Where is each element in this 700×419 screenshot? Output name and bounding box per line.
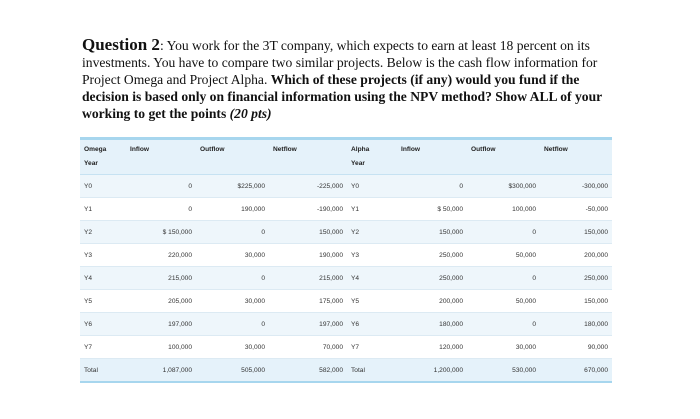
cell-alpha-inflow: 0 bbox=[397, 175, 467, 198]
cell-alpha-year: Y7 bbox=[347, 336, 397, 359]
cell-omega-netflow: 190,000 bbox=[269, 244, 347, 267]
cell-alpha-netflow: 200,000 bbox=[540, 244, 612, 267]
header-omega-outflow: Outflow bbox=[196, 140, 269, 160]
cell-alpha-inflow: 180,000 bbox=[397, 313, 467, 336]
cell-alpha-year: Y0 bbox=[347, 175, 397, 198]
cell-omega-netflow: 215,000 bbox=[269, 267, 347, 290]
cell-alpha-outflow: $300,000 bbox=[467, 175, 540, 198]
header-blank bbox=[397, 160, 467, 175]
cell-alpha-outflow: 100,000 bbox=[467, 198, 540, 221]
cell-alpha-year: Y4 bbox=[347, 267, 397, 290]
header-blank bbox=[196, 160, 269, 175]
cell-omega-netflow: 582,000 bbox=[269, 359, 347, 383]
cell-omega-inflow: 1,087,000 bbox=[126, 359, 196, 383]
cell-omega-year: Total bbox=[80, 359, 126, 383]
cell-omega-inflow: 220,000 bbox=[126, 244, 196, 267]
header-blank bbox=[540, 160, 612, 175]
cell-alpha-year: Y3 bbox=[347, 244, 397, 267]
cell-omega-outflow: 0 bbox=[196, 267, 269, 290]
cell-alpha-netflow: 180,000 bbox=[540, 313, 612, 336]
cell-alpha-year: Y5 bbox=[347, 290, 397, 313]
cell-alpha-netflow: 670,000 bbox=[540, 359, 612, 383]
question-heading: Question 2 bbox=[82, 35, 160, 54]
cell-omega-year: Y5 bbox=[80, 290, 126, 313]
header-blank bbox=[269, 160, 347, 175]
table-row bbox=[80, 267, 612, 290]
table-row bbox=[80, 313, 612, 336]
cell-alpha-year: Total bbox=[347, 359, 397, 383]
header-omega-year: Year bbox=[80, 160, 126, 175]
table-row bbox=[80, 244, 612, 267]
table-row bbox=[80, 336, 612, 359]
header-omega: Omega bbox=[80, 140, 126, 160]
cell-omega-inflow: 0 bbox=[126, 198, 196, 221]
cell-omega-year: Y1 bbox=[80, 198, 126, 221]
cell-alpha-netflow: -300,000 bbox=[540, 175, 612, 198]
header-omega-inflow: Inflow bbox=[126, 140, 196, 160]
cell-alpha-outflow: 0 bbox=[467, 267, 540, 290]
cell-omega-outflow: 505,000 bbox=[196, 359, 269, 383]
header-blank bbox=[126, 160, 196, 175]
cell-alpha-netflow: 250,000 bbox=[540, 267, 612, 290]
cell-omega-year: Y2 bbox=[80, 221, 126, 244]
cell-omega-outflow: 30,000 bbox=[196, 290, 269, 313]
cell-omega-inflow: 205,000 bbox=[126, 290, 196, 313]
cash-flow-table bbox=[80, 137, 612, 385]
cell-alpha-inflow: 120,000 bbox=[397, 336, 467, 359]
cell-alpha-netflow: 90,000 bbox=[540, 336, 612, 359]
header-blank bbox=[467, 160, 540, 175]
cash-flow-grid bbox=[80, 140, 612, 383]
header-omega-netflow: Netflow bbox=[269, 140, 347, 160]
header-alpha-outflow: Outflow bbox=[467, 140, 540, 160]
cell-omega-netflow: -190,000 bbox=[269, 198, 347, 221]
cell-alpha-netflow: 150,000 bbox=[540, 221, 612, 244]
header-alpha-inflow: Inflow bbox=[397, 140, 467, 160]
cell-alpha-year: Y6 bbox=[347, 313, 397, 336]
table-row bbox=[80, 290, 612, 313]
header-alpha: Alpha bbox=[347, 140, 397, 160]
total-row bbox=[80, 359, 612, 383]
cell-omega-netflow: 70,000 bbox=[269, 336, 347, 359]
question-points: (20 pts) bbox=[229, 106, 272, 121]
cell-alpha-netflow: 150,000 bbox=[540, 290, 612, 313]
cell-alpha-year: Y1 bbox=[347, 198, 397, 221]
header-row bbox=[80, 140, 612, 160]
cell-omega-outflow: 30,000 bbox=[196, 244, 269, 267]
cell-omega-year: Y6 bbox=[80, 313, 126, 336]
cell-alpha-inflow: 200,000 bbox=[397, 290, 467, 313]
question-intro: : You work for the 3T company, which expects to earn at least 18 percent on its investments. You have to compare two similar projects. Below is the cash flow information for Project Omega and Project Alpha. bbox=[82, 38, 598, 87]
cell-alpha-inflow: 1,200,000 bbox=[397, 359, 467, 383]
cell-omega-netflow: -225,000 bbox=[269, 175, 347, 198]
cell-alpha-outflow: 530,000 bbox=[467, 359, 540, 383]
header-row-year bbox=[80, 160, 612, 175]
cell-omega-year: Y4 bbox=[80, 267, 126, 290]
cell-alpha-outflow: 0 bbox=[467, 221, 540, 244]
cell-omega-netflow: 175,000 bbox=[269, 290, 347, 313]
cell-alpha-netflow: -50,000 bbox=[540, 198, 612, 221]
header-alpha-netflow: Netflow bbox=[540, 140, 612, 160]
header-alpha-year: Year bbox=[347, 160, 397, 175]
table-row bbox=[80, 175, 612, 198]
cell-omega-year: Y7 bbox=[80, 336, 126, 359]
cell-omega-outflow: 30,000 bbox=[196, 336, 269, 359]
cell-omega-netflow: 150,000 bbox=[269, 221, 347, 244]
cell-omega-inflow: $ 150,000 bbox=[126, 221, 196, 244]
cell-omega-inflow: 215,000 bbox=[126, 267, 196, 290]
question-text bbox=[82, 36, 627, 122]
cell-omega-netflow: 197,000 bbox=[269, 313, 347, 336]
cell-alpha-year: Y2 bbox=[347, 221, 397, 244]
cell-alpha-outflow: 0 bbox=[467, 313, 540, 336]
cell-omega-year: Y3 bbox=[80, 244, 126, 267]
cell-omega-outflow: 0 bbox=[196, 313, 269, 336]
cell-omega-inflow: 0 bbox=[126, 175, 196, 198]
cell-omega-outflow: 190,000 bbox=[196, 198, 269, 221]
cell-alpha-outflow: 50,000 bbox=[467, 244, 540, 267]
cell-omega-year: Y0 bbox=[80, 175, 126, 198]
cell-omega-outflow: 0 bbox=[196, 221, 269, 244]
cell-omega-inflow: 197,000 bbox=[126, 313, 196, 336]
cell-alpha-outflow: 50,000 bbox=[467, 290, 540, 313]
question-task: Which of these projects (if any) would you fund if the decision is based only on financial information using the NPV method? Show ALL of your working to get the points bbox=[82, 72, 602, 121]
cell-alpha-inflow: $ 50,000 bbox=[397, 198, 467, 221]
cell-omega-inflow: 100,000 bbox=[126, 336, 196, 359]
cell-omega-outflow: $225,000 bbox=[196, 175, 269, 198]
cell-alpha-inflow: 150,000 bbox=[397, 221, 467, 244]
cell-alpha-inflow: 250,000 bbox=[397, 267, 467, 290]
cell-alpha-inflow: 250,000 bbox=[397, 244, 467, 267]
cell-alpha-outflow: 30,000 bbox=[467, 336, 540, 359]
table-row bbox=[80, 198, 612, 221]
table-row bbox=[80, 221, 612, 244]
